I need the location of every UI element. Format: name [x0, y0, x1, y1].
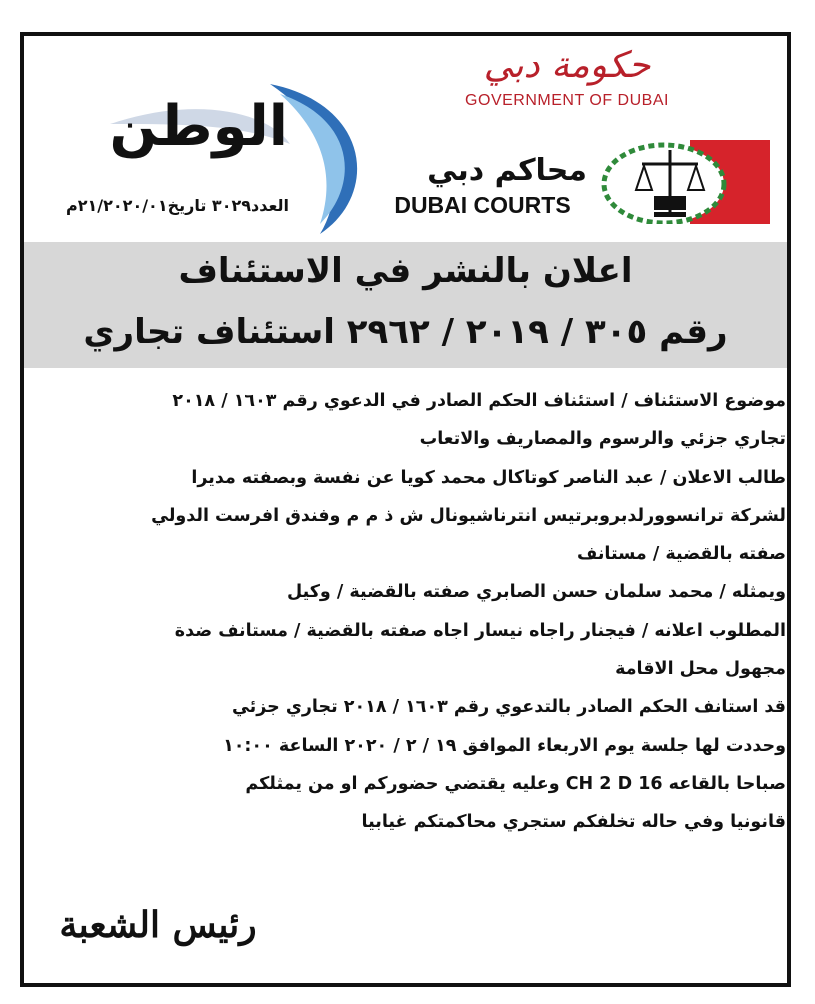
body-line: المطلوب اعلانه / فيجنار راجاه نيسار اجاه صفته بالقضية / مستانف ضدة — [174, 620, 786, 641]
appeal-number: رقم ٣٠٥ / ٢٠١٩ / ٢٩٦٢ استئناف تجاري — [83, 312, 728, 352]
government-of-dubai-logo — [437, 44, 697, 110]
body-line: صباحا بالقاعه CH 2 D 16 وعليه يقتضي حضوركم او من يمثلكم — [245, 773, 786, 794]
body-line: موضوع الاستئناف / استئناف الحكم الصادر في الدعوي رقم ١٦٠٣ / ٢٠١٨ — [172, 391, 786, 411]
body-line: مجهول محل الاقامة — [615, 659, 786, 680]
body-line: طالب الاعلان / عبد الناصر كوتاكال محمد كويا عن نفسة وبصفته مديرا — [191, 467, 786, 488]
body-line: ويمثله / محمد سلمان حسن الصابري صفته بالقضية / وكيل — [286, 582, 786, 603]
body-line: صفته بالقضية / مستانف — [576, 544, 786, 565]
notice-body — [34, 382, 786, 842]
signature-title: رئيس الشعبة — [59, 904, 257, 946]
government-logo-english: GOVERNMENT OF DUBAI — [465, 92, 669, 109]
government-logo-arabic: حكومة دبي — [483, 45, 651, 86]
body-line: قانونيا وفي حاله تخلفكم ستجري محاكمتكم غيابيا — [361, 812, 786, 833]
body-line: قد استانف الحكم الصادر بالتدعوي رقم ١٦٠٣ / ٢٠١٨ تجاري جزئي — [231, 697, 786, 718]
body-line: تجاري جزئي والرسوم والمصاريف والاتعاب — [419, 429, 786, 450]
dubai-courts-arabic-label: محاكم دبي — [427, 153, 587, 188]
dubai-courts-emblem-icon — [594, 140, 770, 224]
newspaper-name: الوطن — [109, 94, 288, 159]
notice-title: اعلان بالنشر في الاستئناف — [178, 251, 633, 291]
dubai-courts-english-label: DUBAI COURTS — [394, 192, 571, 218]
body-line: وحددت لها جلسة يوم الاربعاء الموافق ١٩ / ٢ / ٢٠٢٠ الساعة ١٠:٠٠ — [223, 735, 786, 756]
newspaper-issue-date: العدد٣٠٢٩ تاريخ٢١/٢٠٢٠/٠١م — [66, 196, 289, 215]
body-line: لشركة ترانسوورلدبروبرتيس انترناشيونال ش ذ م م وفندق افرست الدولي — [151, 505, 786, 526]
